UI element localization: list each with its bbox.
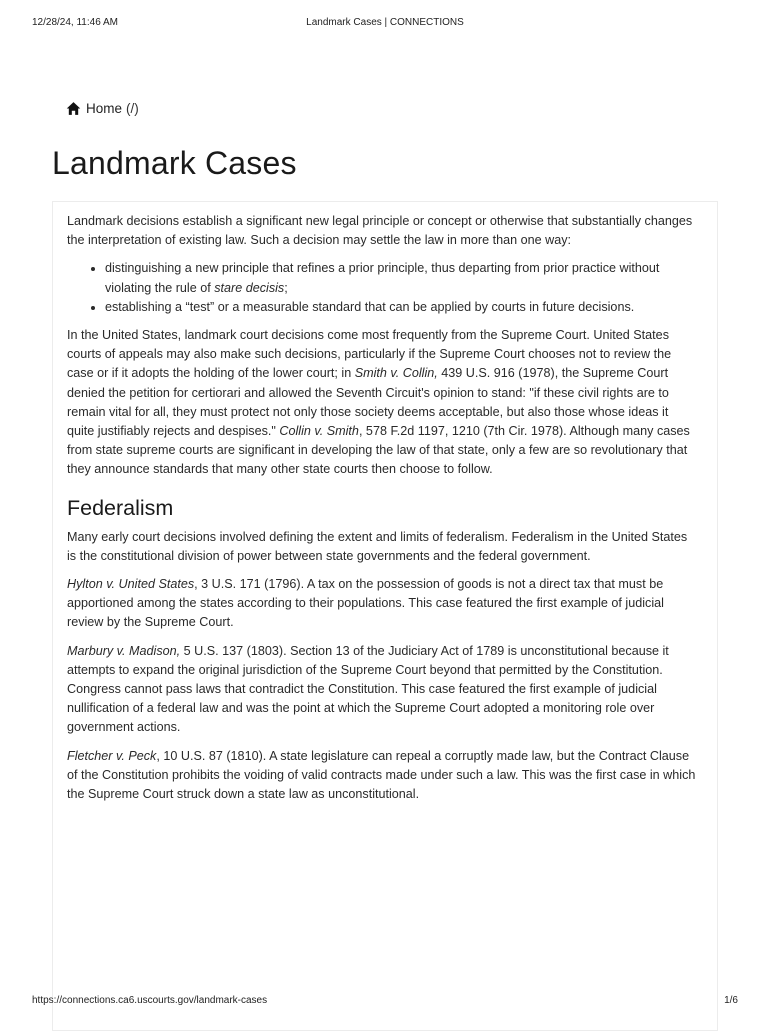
breadcrumb xyxy=(66,101,139,116)
print-page-title: Landmark Cases | CONNECTIONS xyxy=(306,17,464,28)
intro-paragraph: Landmark decisions establish a significant new legal principle or concept or otherwise that substantially changes the interpretation of existing law. Such a decision may settle the law in more than one way: xyxy=(67,214,693,248)
case-entry: Marbury v. Madison, 5 U.S. 137 (1803). Section 13 of the Judiciary Act of 1789 is unconstitutional because it attempts to expand the original jurisdiction of the Supreme Court beyond that permitted by the Constitution. Congress cannot pass laws that contradict the Constitution. This case featured the first example of judicial nullification of a federal law and was the point at which the Supreme Court adopted a monitoring role over government actions. xyxy=(67,643,669,735)
print-header xyxy=(32,17,738,31)
federalism-intro: Many early court decisions involved defining the extent and limits of federalism. Federalism in the United States is the constitutional division of power between state governments and the federal government. xyxy=(67,529,688,563)
print-page-number: 1/6 xyxy=(724,995,738,1006)
principles-list xyxy=(67,259,699,317)
print-url: https://connections.ca6.uscourts.gov/landmark-cases xyxy=(32,995,268,1006)
list-item: • establishing a “test” or a measurable standard that can be applied by courts in future decisions. xyxy=(105,298,699,317)
case-name: Hylton v. United States xyxy=(67,577,195,592)
print-footer xyxy=(32,995,738,1009)
article-content xyxy=(67,212,699,813)
case-name: Marbury v. Madison, xyxy=(67,643,181,658)
case-entry: Hylton v. United States, 3 U.S. 171 (1796). A tax on the possession of goods is not a direct tax that must be apportioned among the states according to their populations. This case featured the first example of judicial review by the Supreme Court. xyxy=(67,577,664,630)
us-courts-paragraph: In the United States, landmark court decisions come most frequently from the Supreme Court. United States courts of appeals may also make such decisions, particularly if the Supreme Court chooses not to review the case or if it adopts the holding of the lower court; in Smith v. Collin, 439 U.S. 916 (1978), the Supreme Court denied the petition for certiorari and allowed the Seventh Circuit's opinion to stand: "if these civil rights are to remain vital for all, they must protect not only those society deems acceptable, but also those whose ideas it quite justifiably rejects and despises." Collin v. Smith, 578 F.2d 1197, 1210 (7th Cir. 1978). Although many cases from state supreme courts are significant in developing the law of that state, only a few are so revolutionary that they announce standards that many other state courts then choose to follow. xyxy=(67,328,690,477)
breadcrumb-home-link[interactable]: Home xyxy=(86,101,123,116)
case-name: Smith v. Collin, xyxy=(354,366,438,381)
list-item: • distinguishing a new principle that refines a prior principle, thus departing from prior practice without violating the rule of stare decisis; xyxy=(105,259,699,297)
case-name: Fletcher v. Peck xyxy=(67,748,157,763)
print-datetime: 12/28/24, 11:46 AM xyxy=(32,17,118,28)
section-heading-federalism: Federalism xyxy=(67,495,174,520)
case-name: Collin v. Smith xyxy=(279,424,359,439)
case-entry: Fletcher v. Peck, 10 U.S. 87 (1810). A state legislature can repeal a corruptly made law, but the Contract Clause of the Constitution prohibits the voiding of valid contracts made under such a law. This was the first case in which the Supreme Court struck down a state law as unconstitutional. xyxy=(67,748,696,802)
breadcrumb-href: (/) xyxy=(126,101,139,116)
home-icon[interactable] xyxy=(66,101,81,116)
page-title: Landmark Cases xyxy=(52,145,297,181)
